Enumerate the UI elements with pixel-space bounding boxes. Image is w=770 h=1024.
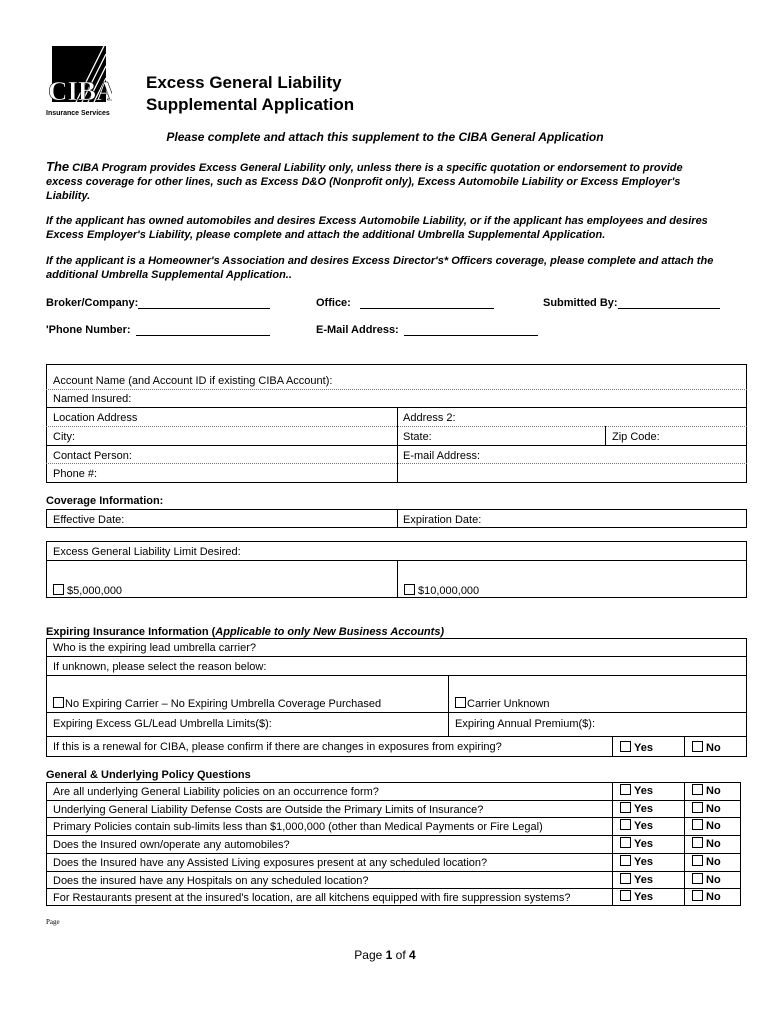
general-question: Primary Policies contain sub-limits less than $1,000,000 (other than Medical Payments or Fire Legal): [53, 821, 543, 833]
phone-field[interactable]: Phone #:: [53, 468, 98, 480]
question-yes-option[interactable]: Yes: [620, 802, 653, 815]
page-title: [146, 72, 354, 116]
renewal-no-option[interactable]: No: [692, 741, 721, 754]
question-no-option[interactable]: No: [692, 837, 721, 850]
general-heading: General & Underlying Policy Questions: [46, 769, 251, 781]
zip-code-field[interactable]: Zip Code:: [612, 431, 660, 443]
unknown-reason-label: If unknown, please select the reason below:: [53, 661, 267, 673]
intro-paragraph: [46, 160, 716, 203]
question-yes-option[interactable]: Yes: [620, 819, 653, 832]
logo-subtitle: Insurance Services: [46, 110, 110, 117]
question-yes-option[interactable]: Yes: [620, 890, 653, 903]
city-field[interactable]: City:: [53, 431, 75, 443]
checkbox-icon[interactable]: [620, 890, 631, 901]
account-name-field[interactable]: Account Name (and Account ID if existing CIBA Account):: [53, 375, 333, 387]
checkbox-icon[interactable]: [692, 855, 703, 866]
submitted-by-field[interactable]: Submitted By:: [543, 297, 720, 309]
row-divider: [46, 817, 741, 818]
renewal-question: If this is a renewal for CIBA, please confirm if there are changes in exposures from expiring?: [53, 741, 502, 753]
named-insured-field[interactable]: Named Insured:: [53, 393, 132, 405]
expiring-carrier-field[interactable]: Who is the expiring lead umbrella carrier?: [53, 642, 256, 654]
office-field[interactable]: Office:: [316, 297, 494, 309]
location-address-field[interactable]: Location Address: [53, 412, 138, 424]
auto-paragraph: If the applicant has owned automobiles and desires Excess Automobile Liability, or if the applicant has employees and desires Excess Employer's Liability, please complete and attach the additional Umbrella Supplemental Application.: [46, 215, 708, 241]
ciba-logo-graphic: [46, 46, 112, 104]
checkbox-icon[interactable]: [53, 697, 64, 708]
question-yes-option[interactable]: Yes: [620, 784, 653, 797]
limit-option-10m[interactable]: $10,000,000: [404, 584, 479, 598]
expiring-limits-field[interactable]: Expiring Excess GL/Lead Umbrella Limits($):: [53, 718, 272, 730]
checkbox-icon[interactable]: [692, 890, 703, 901]
subtitle: Please complete and attach this supplement to the CIBA General Application: [166, 130, 604, 144]
limit-option-5m[interactable]: $5,000,000: [53, 584, 122, 598]
checkbox-icon[interactable]: [404, 584, 415, 595]
checkbox-icon[interactable]: [620, 784, 631, 795]
state-field[interactable]: State:: [403, 431, 432, 443]
question-yes-option[interactable]: Yes: [620, 837, 653, 850]
question-no-option[interactable]: No: [692, 873, 721, 886]
carrier-unknown-option[interactable]: Carrier Unknown: [455, 697, 550, 711]
intro-lead: The: [46, 159, 70, 174]
expiration-date-field[interactable]: Expiration Date:: [403, 514, 482, 526]
checkbox-icon[interactable]: [620, 819, 631, 830]
general-question: Are all underlying General Liability policies on an occurrence form?: [53, 786, 379, 798]
intro-text: CIBA Program provides Excess General Liability only, unless there is a specific quotation or endorsement to provide excess coverage for other lines, such as Excess D&O (Nonprofit only), Excess Automobile Liability or Excess Employer's Liability.: [46, 162, 683, 202]
row-divider: [46, 871, 741, 872]
page-number: Page 1 of 4: [354, 948, 416, 962]
coverage-heading: Coverage Information:: [46, 495, 164, 507]
row-divider: [46, 853, 741, 854]
general-question: Does the insured have any Hospitals on any scheduled location?: [53, 875, 369, 887]
general-question: Underlying General Liability Defense Costs are Outside the Primary Limits of Insurance?: [53, 804, 484, 816]
checkbox-icon[interactable]: [620, 855, 631, 866]
row-divider: [46, 800, 741, 801]
question-no-option[interactable]: No: [692, 802, 721, 815]
ciba-logo: [46, 46, 112, 116]
checkbox-icon[interactable]: [620, 741, 631, 752]
no-expiring-carrier-option[interactable]: No Expiring Carrier – No Expiring Umbrella Coverage Purchased: [53, 697, 381, 711]
question-yes-option[interactable]: Yes: [620, 855, 653, 868]
question-no-option[interactable]: No: [692, 890, 721, 903]
svg-text:CIBA: CIBA: [48, 76, 112, 104]
checkbox-icon[interactable]: [455, 697, 466, 708]
account-email-field[interactable]: E-mail Address:: [403, 450, 481, 462]
checkbox-icon[interactable]: [692, 784, 703, 795]
checkbox-icon[interactable]: [620, 873, 631, 884]
row-divider: [46, 835, 741, 836]
limit-label: Excess General Liability Limit Desired:: [53, 546, 241, 558]
question-yes-option[interactable]: Yes: [620, 873, 653, 886]
checkbox-icon[interactable]: [692, 837, 703, 848]
renewal-yes-option[interactable]: Yes: [620, 741, 653, 754]
question-no-option[interactable]: No: [692, 784, 721, 797]
title-line-2: Supplemental Application: [146, 95, 355, 114]
phone-number-field[interactable]: 'Phone Number:: [46, 324, 270, 336]
general-question: For Restaurants present at the insured's location, are all kitchens equipped with fire suppression systems?: [53, 892, 571, 904]
broker-field[interactable]: Broker/Company:: [46, 297, 270, 309]
checkbox-icon[interactable]: [620, 802, 631, 813]
title-line-1: Excess General Liability: [146, 73, 342, 92]
question-no-option[interactable]: No: [692, 819, 721, 832]
row-divider: [46, 888, 741, 889]
general-question: Does the Insured own/operate any automobiles?: [53, 839, 290, 851]
checkbox-icon[interactable]: [692, 802, 703, 813]
effective-date-field[interactable]: Effective Date:: [53, 514, 125, 526]
contact-person-field[interactable]: Contact Person:: [53, 450, 132, 462]
checkbox-icon[interactable]: [692, 873, 703, 884]
expiring-premium-field[interactable]: Expiring Annual Premium($):: [455, 718, 596, 730]
email-address-field[interactable]: E-Mail Address:: [316, 324, 538, 336]
address-2-field[interactable]: Address 2:: [403, 412, 456, 424]
expiring-heading: Expiring Insurance Information (Applicable to only New Business Accounts): [46, 626, 445, 638]
checkbox-icon[interactable]: [692, 741, 703, 752]
checkbox-icon[interactable]: [692, 819, 703, 830]
question-no-option[interactable]: No: [692, 855, 721, 868]
page-label-small: Page: [46, 918, 60, 926]
general-question: Does the Insured have any Assisted Living exposures present at any scheduled location?: [53, 857, 488, 869]
hoa-paragraph: If the applicant is a Homeowner's Association and desires Excess Director's* Officers coverage, please complete and attach the additional Umbrella Supplemental Application..: [46, 255, 714, 281]
checkbox-icon[interactable]: [53, 584, 64, 595]
checkbox-icon[interactable]: [620, 837, 631, 848]
